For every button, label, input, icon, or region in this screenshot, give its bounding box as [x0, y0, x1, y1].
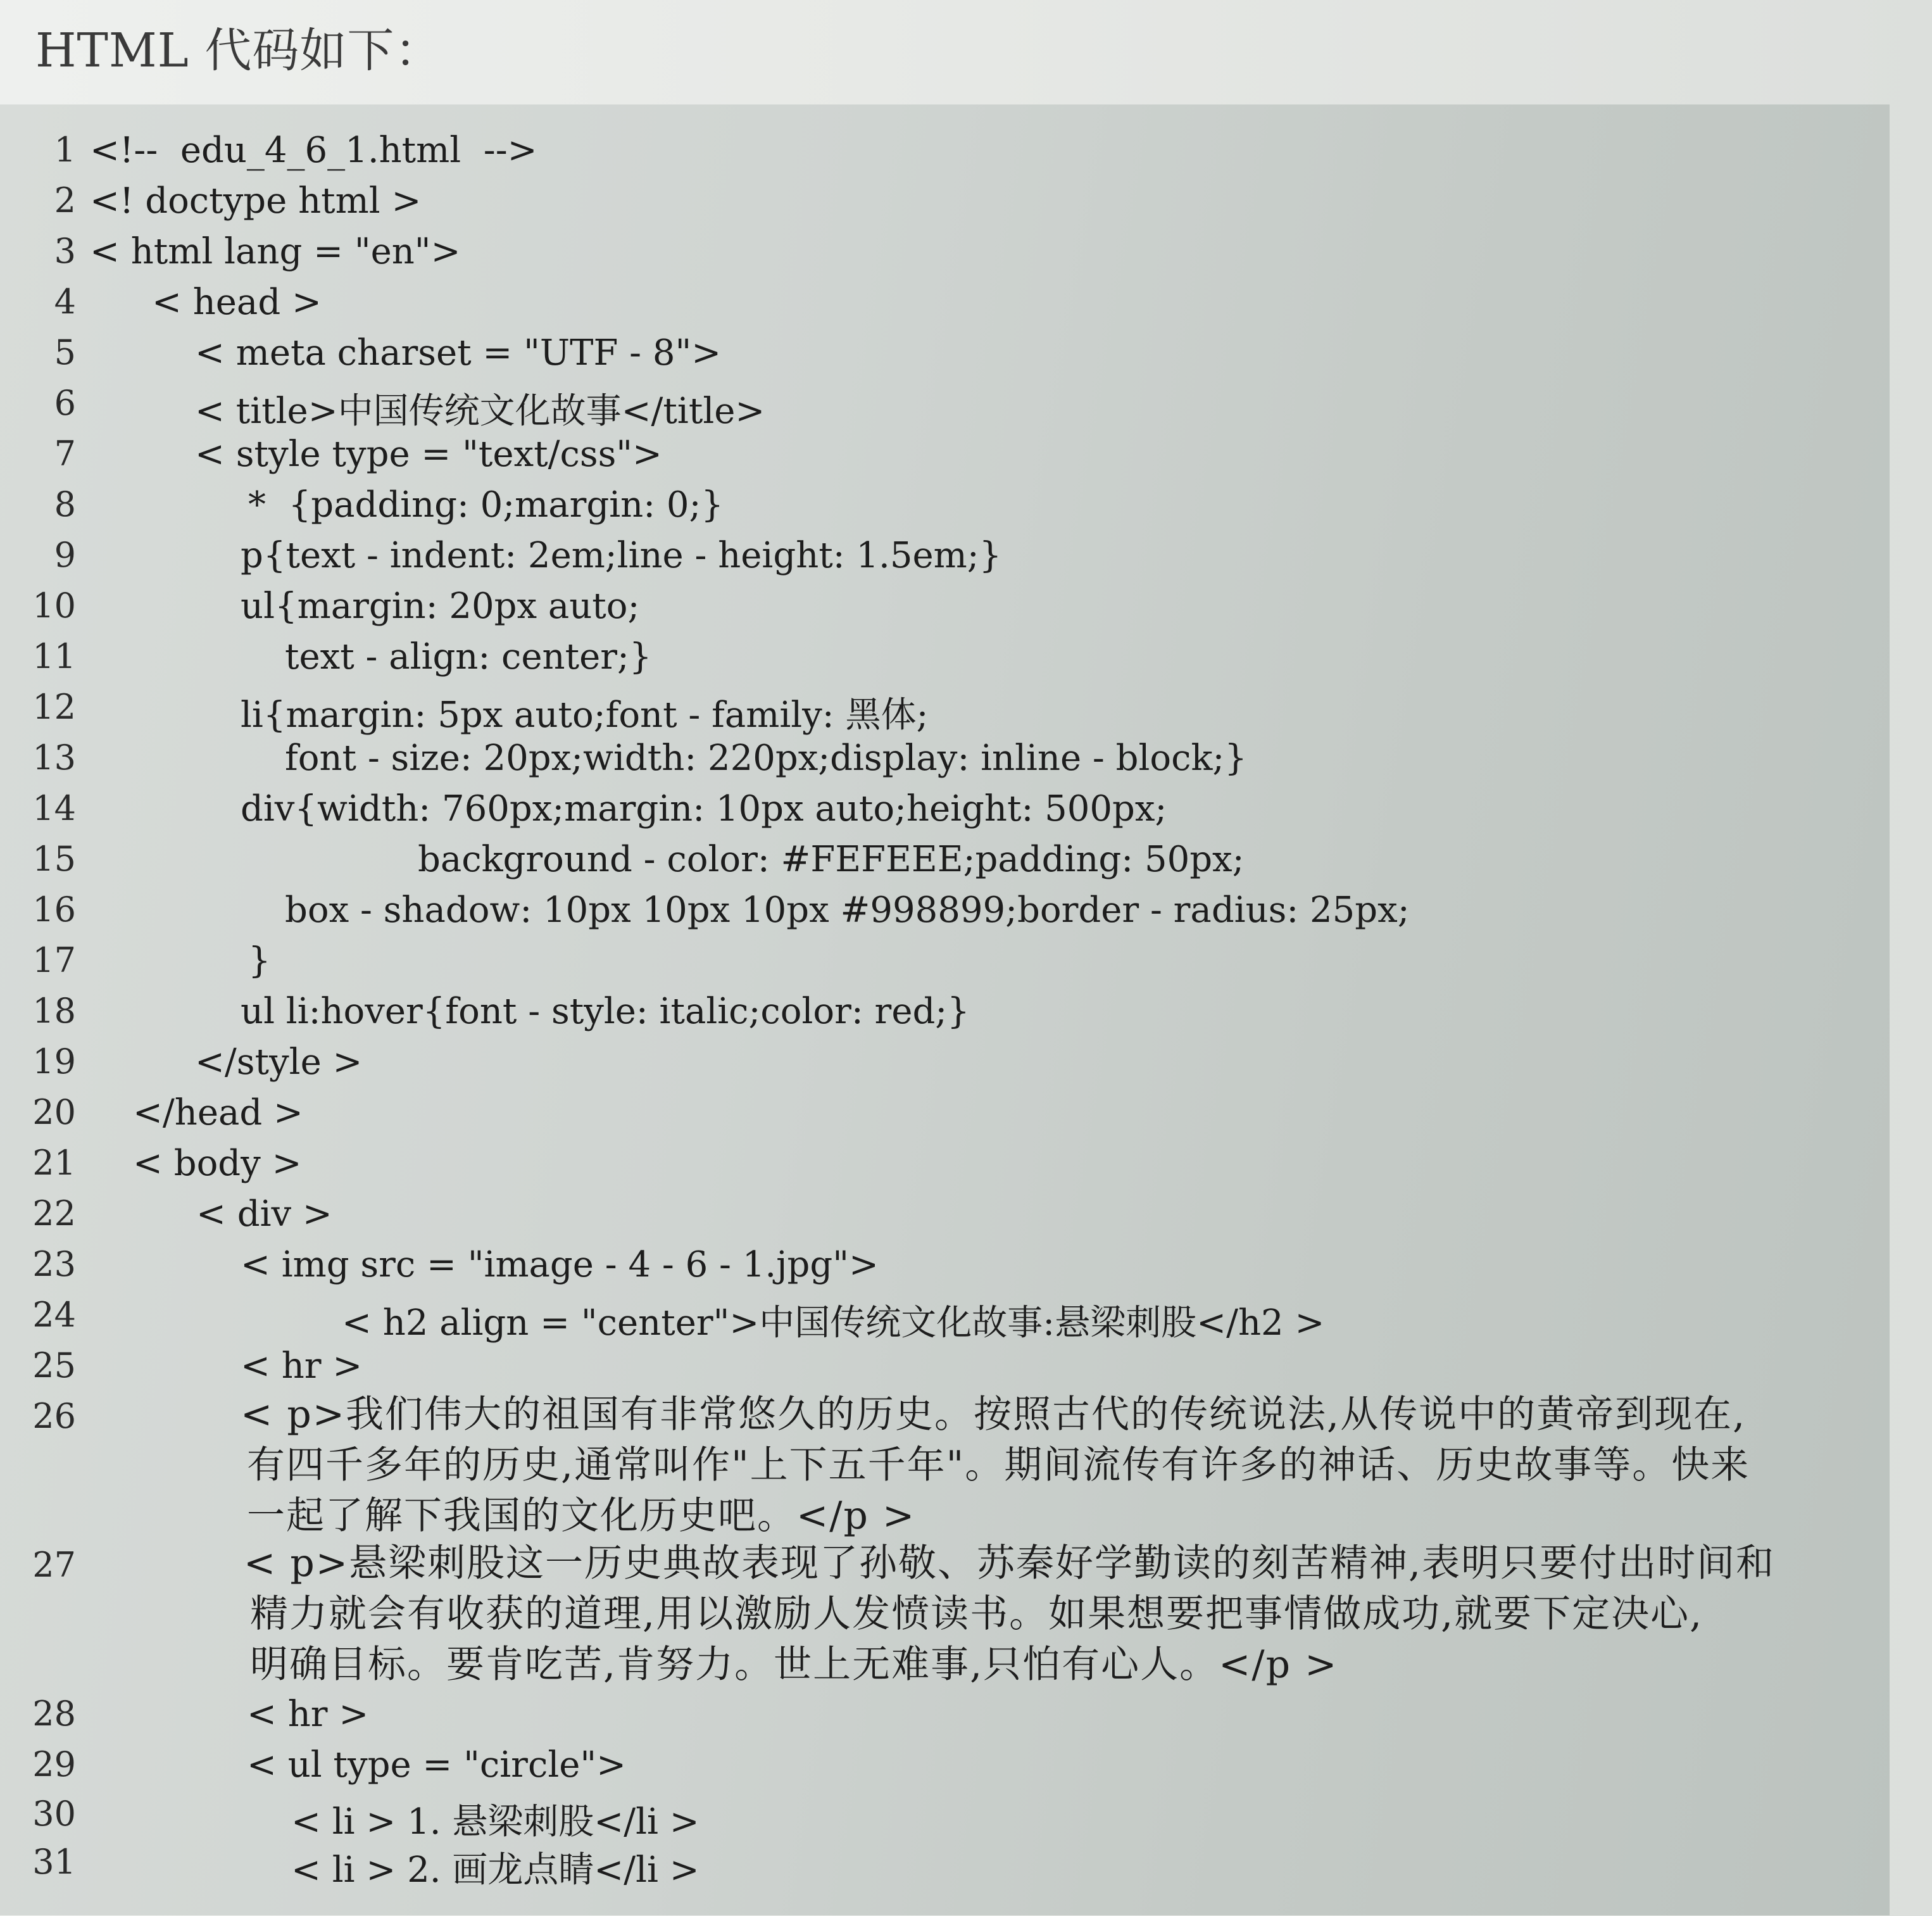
code-text: < hr > — [247, 1694, 369, 1735]
line-number: 30 — [32, 1794, 76, 1834]
line-number: 7 — [54, 434, 76, 474]
paragraph-line: 一起了解下我国的文化历史吧。</p > — [247, 1494, 916, 1538]
code-text: font - size: 20px;width: 220px;display: inline - block;} — [285, 738, 1247, 779]
code-text: background - color: #FEFEEE;padding: 50px; — [418, 839, 1245, 880]
code-text: <! doctype html > — [90, 180, 422, 222]
line-number: 17 — [32, 940, 76, 980]
line-number: 28 — [32, 1694, 76, 1734]
paragraph-line: < p>我们伟大的祖国有非常悠久的历史。按照古代的传统说法,从传说中的黄帝到现在, — [241, 1392, 1747, 1437]
line-number: 26 — [32, 1396, 76, 1436]
code-text: < ul type = "circle"> — [247, 1744, 627, 1786]
code-text: div{width: 760px;margin: 10px auto;height: 500px; — [241, 788, 1167, 829]
code-text: </head > — [133, 1092, 303, 1133]
line-number: 12 — [32, 687, 76, 727]
line-number: 5 — [54, 332, 76, 372]
code-text: p{text - indent: 2em;line - height: 1.5em;} — [241, 535, 1002, 576]
line-number: 21 — [32, 1143, 76, 1183]
code-text: < hr > — [241, 1346, 363, 1387]
line-number: 22 — [32, 1194, 76, 1233]
line-number: 10 — [32, 586, 76, 626]
line-number: 18 — [32, 991, 76, 1031]
code-text: } — [248, 940, 271, 981]
code-text: < html lang = "en"> — [90, 231, 461, 272]
paragraph-line: 明确目标。要肯吃苦,肯努力。世上无难事,只怕有心人。</p > — [250, 1642, 1338, 1687]
line-number: 14 — [32, 788, 76, 828]
line-number: 2 — [54, 180, 76, 220]
code-text: < body > — [133, 1143, 302, 1184]
line-number: 8 — [54, 484, 76, 524]
section-heading: HTML 代码如下： — [35, 23, 442, 78]
code-text: box - shadow: 10px 10px 10px #998899;border - radius: 25px; — [285, 890, 1410, 931]
code-text: < h2 align = "center">中国传统文化故事:悬梁刺股</h2 > — [342, 1302, 1325, 1344]
code-text: </style > — [195, 1042, 363, 1083]
line-number: 9 — [54, 535, 76, 575]
line-number: 29 — [32, 1744, 76, 1784]
line-number: 20 — [32, 1092, 76, 1132]
code-text: < style type = "text/css"> — [195, 434, 662, 475]
code-text: < li > 1. 悬梁刺股</li > — [291, 1801, 699, 1843]
line-number: 23 — [32, 1244, 76, 1284]
code-text: < head > — [152, 282, 322, 323]
code-text: li{margin: 5px auto;font - family: 黑体; — [241, 695, 929, 736]
line-number: 24 — [32, 1295, 76, 1335]
line-number: 13 — [32, 738, 76, 778]
line-number: 3 — [54, 231, 76, 271]
code-text: < img src = "image - 4 - 6 - 1.jpg"> — [241, 1244, 879, 1285]
code-text: ul{margin: 20px auto; — [241, 586, 640, 627]
paragraph-line: 精力就会有收获的道理,用以激励人发愤读书。如果想要把事情做成功,就要下定决心, — [250, 1592, 1703, 1636]
line-number: 19 — [32, 1042, 76, 1081]
code-text: text - align: center;} — [285, 636, 652, 678]
paragraph-line: < p>悬梁刺股这一历史典故表现了孙敬、苏秦好学勤读的刻苦精神,表明只要付出时间和 — [244, 1541, 1776, 1585]
code-text: < div > — [196, 1194, 332, 1235]
line-number: 31 — [32, 1842, 76, 1882]
code-listing — [0, 104, 1890, 1915]
code-text: < title>中国传统文化故事</title> — [195, 391, 765, 432]
code-text: * {padding: 0;margin: 0;} — [248, 484, 724, 526]
line-number: 27 — [32, 1545, 76, 1585]
code-text: < meta charset = "UTF - 8"> — [195, 332, 722, 374]
line-number: 15 — [32, 839, 76, 879]
line-number: 16 — [32, 890, 76, 930]
line-number: 1 — [54, 130, 76, 170]
line-number: 11 — [32, 636, 76, 676]
line-number: 6 — [54, 383, 76, 423]
line-number: 4 — [54, 282, 76, 322]
code-text: ul li:hover{font - style: italic;color: red;} — [241, 991, 970, 1032]
code-text: < li > 2. 画龙点睛</li > — [291, 1850, 699, 1891]
code-text: <!-- edu_4_6_1.html --> — [90, 130, 537, 171]
paragraph-line: 有四千多年的历史,通常叫作"上下五千年"。期间流传有许多的神话、历史故事等。快来 — [247, 1443, 1750, 1487]
line-number: 25 — [32, 1346, 76, 1385]
